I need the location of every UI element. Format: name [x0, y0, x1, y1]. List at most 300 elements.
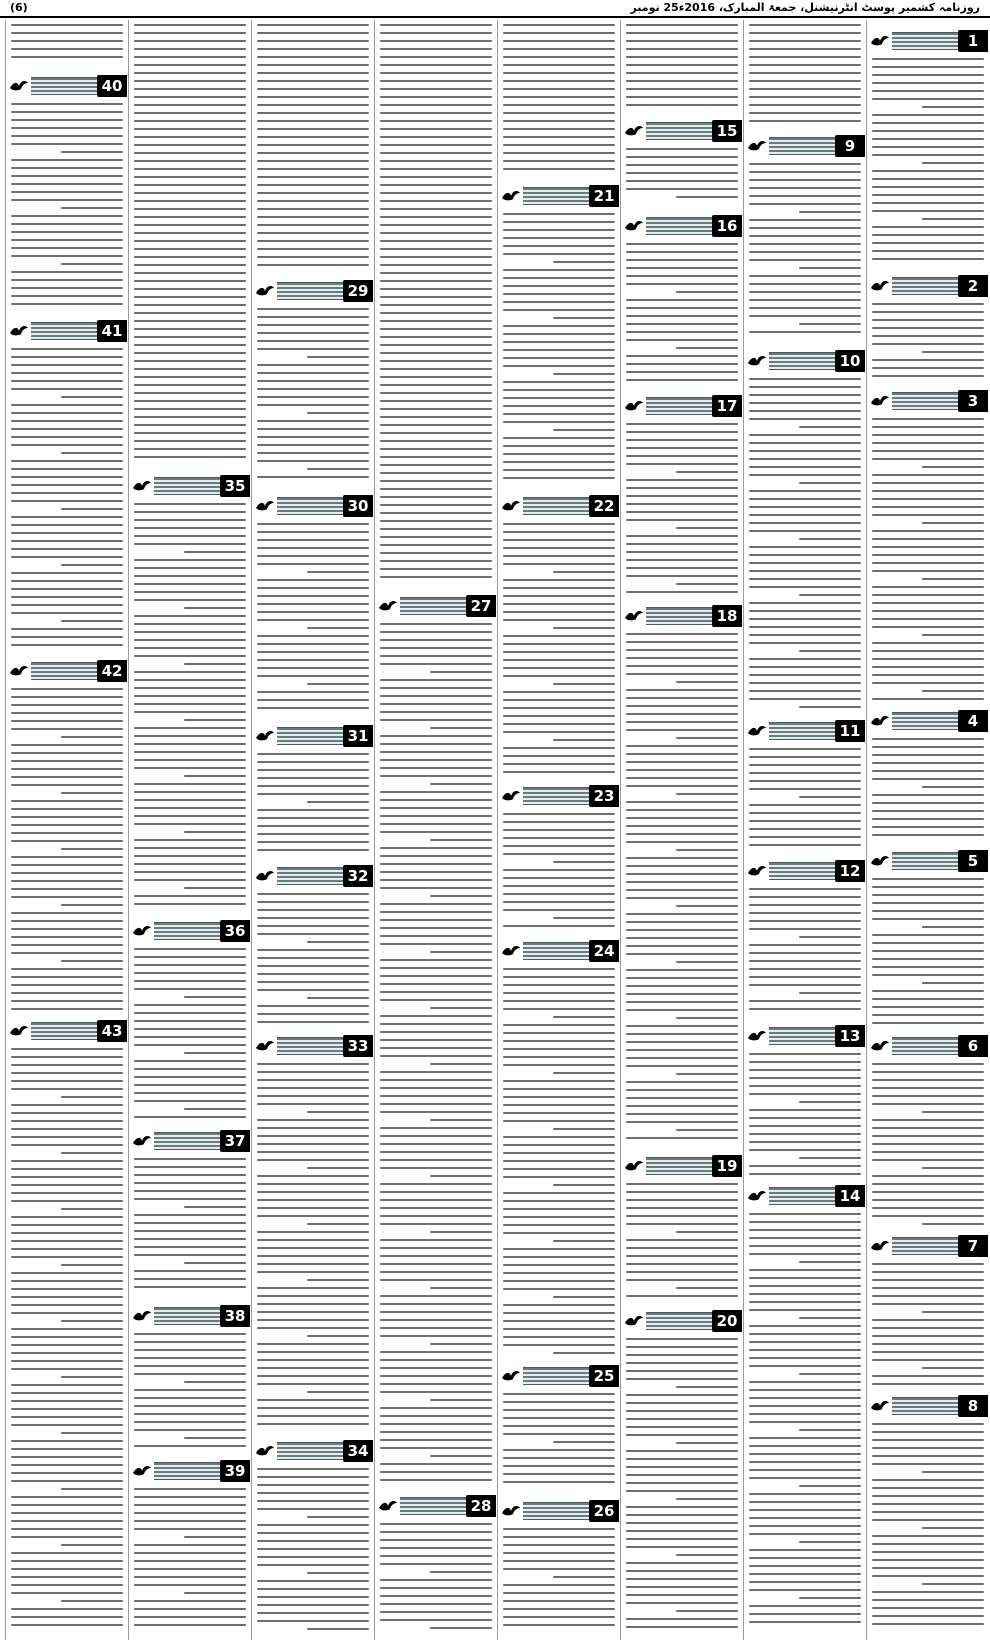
text-line [503, 1328, 615, 1330]
text-line [872, 1006, 984, 1008]
text-line [11, 1384, 123, 1386]
text-line [626, 1394, 738, 1396]
text-line [626, 833, 738, 835]
text-line [872, 658, 984, 660]
text-line [11, 1616, 123, 1618]
text-line [503, 1425, 615, 1427]
section-number: 28 [466, 1495, 496, 1517]
text-line [11, 540, 123, 542]
text-line [134, 304, 246, 306]
text-line [872, 554, 984, 556]
text-line [184, 1592, 246, 1594]
text-line [872, 1439, 984, 1441]
text-line [553, 1240, 615, 1242]
text-line [380, 1319, 492, 1321]
text-line [134, 40, 246, 42]
banner-stripes [523, 1367, 589, 1385]
text-line [257, 1183, 369, 1185]
text-line [134, 1182, 246, 1184]
text-line [872, 114, 984, 116]
text-line [184, 663, 246, 665]
text-line [257, 1263, 369, 1265]
text-line [257, 1191, 369, 1193]
text-line [134, 1600, 246, 1602]
text-line [307, 1628, 369, 1630]
bird-icon [868, 1235, 892, 1257]
text-line [134, 1238, 246, 1240]
text-line [11, 824, 123, 826]
text-line [872, 1375, 984, 1377]
section-banner [622, 120, 742, 142]
text-line [626, 761, 738, 763]
text-line [503, 437, 615, 439]
text-line [134, 1373, 246, 1375]
text-line [380, 88, 492, 90]
text-line [11, 1584, 123, 1586]
text-line [626, 1049, 738, 1051]
text-line [872, 1487, 984, 1489]
section-number: 30 [343, 495, 373, 517]
text-line [380, 751, 492, 753]
text-line [430, 1571, 492, 1573]
text-line [134, 679, 246, 681]
article-text [872, 418, 984, 706]
text-line [503, 1152, 615, 1154]
text-line [749, 48, 861, 50]
text-line [380, 144, 492, 146]
banner-stripes [646, 1157, 712, 1175]
text-line [503, 1024, 615, 1026]
text-line [872, 1463, 984, 1465]
text-line [257, 112, 369, 114]
text-line [11, 1536, 123, 1538]
text-line [134, 647, 246, 649]
text-line [626, 323, 738, 325]
bird-icon [868, 1035, 892, 1057]
text-line [380, 168, 492, 170]
text-line [799, 706, 861, 708]
article-text [872, 738, 984, 842]
text-line [749, 1085, 861, 1087]
bird-icon [745, 135, 769, 157]
text-line [872, 367, 984, 369]
text-line [380, 1255, 492, 1257]
text-line [503, 1216, 615, 1218]
text-line [134, 216, 246, 218]
text-line [553, 1441, 615, 1443]
section-banner [130, 1305, 250, 1327]
text-line [503, 643, 615, 645]
text-line [11, 1552, 123, 1554]
text-line [380, 184, 492, 186]
text-line [626, 1530, 738, 1532]
text-line [503, 675, 615, 677]
text-line [11, 32, 123, 34]
banner-stripes [646, 217, 712, 235]
text-line [799, 1261, 861, 1263]
text-line [872, 1623, 984, 1625]
text-line [749, 1117, 861, 1119]
text-line [11, 1224, 123, 1226]
text-line [380, 847, 492, 849]
text-line [626, 259, 738, 261]
text-line [872, 418, 984, 420]
text-line [11, 744, 123, 746]
article-text [11, 688, 123, 1016]
text-line [134, 48, 246, 50]
text-line [380, 1335, 492, 1337]
text-line [872, 974, 984, 976]
text-line [749, 64, 861, 66]
text-line [626, 1215, 738, 1217]
article-text [11, 1048, 123, 1632]
text-line [872, 1551, 984, 1553]
text-line [61, 1544, 123, 1546]
text-line [503, 1457, 615, 1459]
article-text [134, 1333, 246, 1453]
column-rule [497, 20, 498, 1640]
text-line [626, 873, 738, 875]
banner-stripes [646, 122, 712, 140]
text-line [134, 1365, 246, 1367]
text-line [257, 841, 369, 843]
text-line [749, 1469, 861, 1471]
text-line [626, 463, 738, 465]
text-line [626, 339, 738, 341]
text-line [553, 261, 615, 263]
text-line [257, 1135, 369, 1137]
text-line [380, 416, 492, 418]
text-line [134, 432, 246, 434]
text-line [134, 1504, 246, 1506]
text-line [61, 792, 123, 794]
text-line [11, 704, 123, 706]
text-line [307, 801, 369, 803]
text-line [307, 997, 369, 999]
text-line [257, 1207, 369, 1209]
text-line [134, 120, 246, 122]
text-line [11, 1272, 123, 1274]
text-line [626, 1538, 738, 1540]
text-line [626, 188, 738, 190]
text-line [872, 90, 984, 92]
text-line [11, 580, 123, 582]
text-line [749, 570, 861, 572]
text-line [749, 1557, 861, 1559]
text-line [503, 32, 615, 34]
text-line [503, 341, 615, 343]
text-line [626, 705, 738, 707]
text-line [380, 128, 492, 130]
text-line [749, 756, 861, 758]
text-line [872, 794, 984, 796]
text-line [11, 247, 123, 249]
text-line [134, 192, 246, 194]
section-number: 29 [343, 280, 373, 302]
text-line [11, 1352, 123, 1354]
text-line [676, 681, 738, 683]
text-line [134, 1341, 246, 1343]
text-line [61, 151, 123, 153]
text-line [922, 634, 984, 636]
text-line [11, 1520, 123, 1522]
text-line [872, 530, 984, 532]
section-number: 17 [712, 395, 742, 417]
text-line [922, 1583, 984, 1585]
article-text [872, 1063, 984, 1231]
text-line [257, 825, 369, 827]
article-text [626, 633, 738, 1145]
text-line [676, 1231, 738, 1233]
text-line [626, 355, 738, 357]
text-line [11, 920, 123, 922]
text-line [749, 32, 861, 34]
text-line [257, 104, 369, 106]
text-line [503, 1224, 615, 1226]
text-line [626, 1402, 738, 1404]
text-line [380, 1023, 492, 1025]
text-line [626, 929, 738, 931]
text-line [257, 769, 369, 771]
text-line [380, 663, 492, 665]
text-line [626, 745, 738, 747]
text-line [872, 58, 984, 60]
text-line [749, 634, 861, 636]
text-line [11, 856, 123, 858]
text-line [799, 936, 861, 938]
text-line [134, 879, 246, 881]
section-number: 39 [220, 1460, 250, 1482]
text-line [380, 1431, 492, 1433]
section-banner [253, 865, 373, 887]
text-line [626, 1191, 738, 1193]
text-line [626, 673, 738, 675]
text-line [503, 213, 615, 215]
text-line [430, 783, 492, 785]
text-line [134, 1520, 246, 1522]
section-banner [868, 850, 988, 872]
text-line [11, 40, 123, 42]
text-line [257, 436, 369, 438]
text-line [553, 917, 615, 919]
text-line [749, 434, 861, 436]
text-line [307, 627, 369, 629]
text-line [626, 817, 738, 819]
text-line [307, 1516, 369, 1518]
text-line [257, 659, 369, 661]
text-line [134, 903, 246, 905]
text-line [872, 910, 984, 912]
text-line [380, 1587, 492, 1589]
text-line [872, 1447, 984, 1449]
text-line [380, 655, 492, 657]
section-banner [253, 1440, 373, 1462]
text-line [503, 1200, 615, 1202]
text-line [626, 567, 738, 569]
text-line [749, 490, 861, 492]
text-line [307, 571, 369, 573]
text-line [872, 130, 984, 132]
column-rule [620, 20, 621, 1640]
text-line [503, 128, 615, 130]
text-line [134, 1405, 246, 1407]
text-line [11, 888, 123, 890]
text-line [676, 196, 738, 198]
text-line [749, 1381, 861, 1383]
text-line [676, 1386, 738, 1388]
text-line [134, 1036, 246, 1038]
text-line [676, 793, 738, 795]
text-line [872, 178, 984, 180]
text-line [134, 136, 246, 138]
text-line [749, 912, 861, 914]
text-line [380, 328, 492, 330]
text-line [11, 1416, 123, 1418]
text-line [749, 1325, 861, 1327]
bird-icon [868, 1395, 892, 1417]
text-line [872, 359, 984, 361]
text-line [503, 397, 615, 399]
text-line [503, 691, 615, 693]
section-number: 22 [589, 495, 619, 517]
text-line [626, 857, 738, 859]
text-line [61, 1320, 123, 1322]
text-line [922, 578, 984, 580]
text-line [11, 1184, 123, 1186]
text-line [749, 1621, 861, 1623]
text-line [61, 960, 123, 962]
text-line [676, 1610, 738, 1612]
text-line [134, 280, 246, 282]
text-line [134, 1568, 246, 1570]
banner-stripes [892, 32, 958, 50]
text-line [872, 122, 984, 124]
text-line [380, 935, 492, 937]
section-banner [130, 920, 250, 942]
text-line [922, 1471, 984, 1473]
text-line [380, 568, 492, 570]
text-line [626, 881, 738, 883]
text-line [134, 1584, 246, 1586]
text-line [749, 602, 861, 604]
section-number: 1 [958, 30, 988, 52]
text-line [503, 64, 615, 66]
text-line [257, 120, 369, 122]
text-line [134, 352, 246, 354]
text-line [749, 562, 861, 564]
text-line [626, 1346, 738, 1348]
text-line [749, 1069, 861, 1071]
text-line [380, 1447, 492, 1449]
banner-stripes [154, 477, 220, 495]
text-line [626, 785, 738, 787]
text-line [380, 112, 492, 114]
text-line [61, 1096, 123, 1098]
text-line [626, 1239, 738, 1241]
text-line [872, 650, 984, 652]
text-line [749, 195, 861, 197]
section-number: 14 [835, 1185, 865, 1207]
text-line [872, 586, 984, 588]
text-line [11, 1104, 123, 1106]
text-line [257, 208, 369, 210]
bird-icon [745, 350, 769, 372]
text-line [134, 248, 246, 250]
text-line [749, 120, 861, 122]
text-line [626, 275, 738, 277]
bird-icon [868, 390, 892, 412]
bird-icon [868, 850, 892, 872]
text-line [626, 897, 738, 899]
section-number: 23 [589, 785, 619, 807]
text-line [676, 527, 738, 529]
text-line [257, 248, 369, 250]
text-line [749, 1533, 861, 1535]
page-header [0, 0, 990, 18]
text-line [380, 440, 492, 442]
text-line [553, 571, 615, 573]
text-line [749, 80, 861, 82]
text-line [380, 1547, 492, 1549]
bird-icon [622, 1155, 646, 1177]
text-line [503, 1417, 615, 1419]
column-rule [374, 20, 375, 1640]
text-line [134, 815, 246, 817]
text-line [872, 458, 984, 460]
text-line [134, 1076, 246, 1078]
text-line [872, 1479, 984, 1481]
text-line [257, 420, 369, 422]
text-line [11, 1408, 123, 1410]
text-line [61, 396, 123, 398]
text-line [626, 1183, 738, 1185]
text-line [503, 277, 615, 279]
text-line [872, 1191, 984, 1193]
text-line [380, 1471, 492, 1473]
text-line [184, 1052, 246, 1054]
text-line [380, 1047, 492, 1049]
text-line [503, 269, 615, 271]
text-line [380, 312, 492, 314]
column-rule [743, 20, 744, 1640]
banner-stripes [523, 497, 589, 515]
text-line [872, 226, 984, 228]
text-line [626, 447, 738, 449]
text-line [11, 644, 123, 646]
text-line [749, 586, 861, 588]
text-line [257, 264, 369, 266]
text-line [749, 1000, 861, 1002]
text-line [503, 1032, 615, 1034]
text-line [134, 751, 246, 753]
text-line [503, 659, 615, 661]
text-line [11, 239, 123, 241]
text-line [380, 1183, 492, 1185]
weekday: جمعۃ المبارک [723, 1, 797, 14]
text-line [626, 331, 738, 333]
bird-icon [622, 395, 646, 417]
text-line [503, 763, 615, 765]
text-line [872, 1279, 984, 1281]
text-line [749, 1405, 861, 1407]
text-line [799, 1485, 861, 1487]
banner-stripes [154, 922, 220, 940]
banner-stripes [277, 867, 343, 885]
text-line [11, 1160, 123, 1162]
text-line [749, 24, 861, 26]
text-line [11, 1400, 123, 1402]
text-line [749, 1397, 861, 1399]
